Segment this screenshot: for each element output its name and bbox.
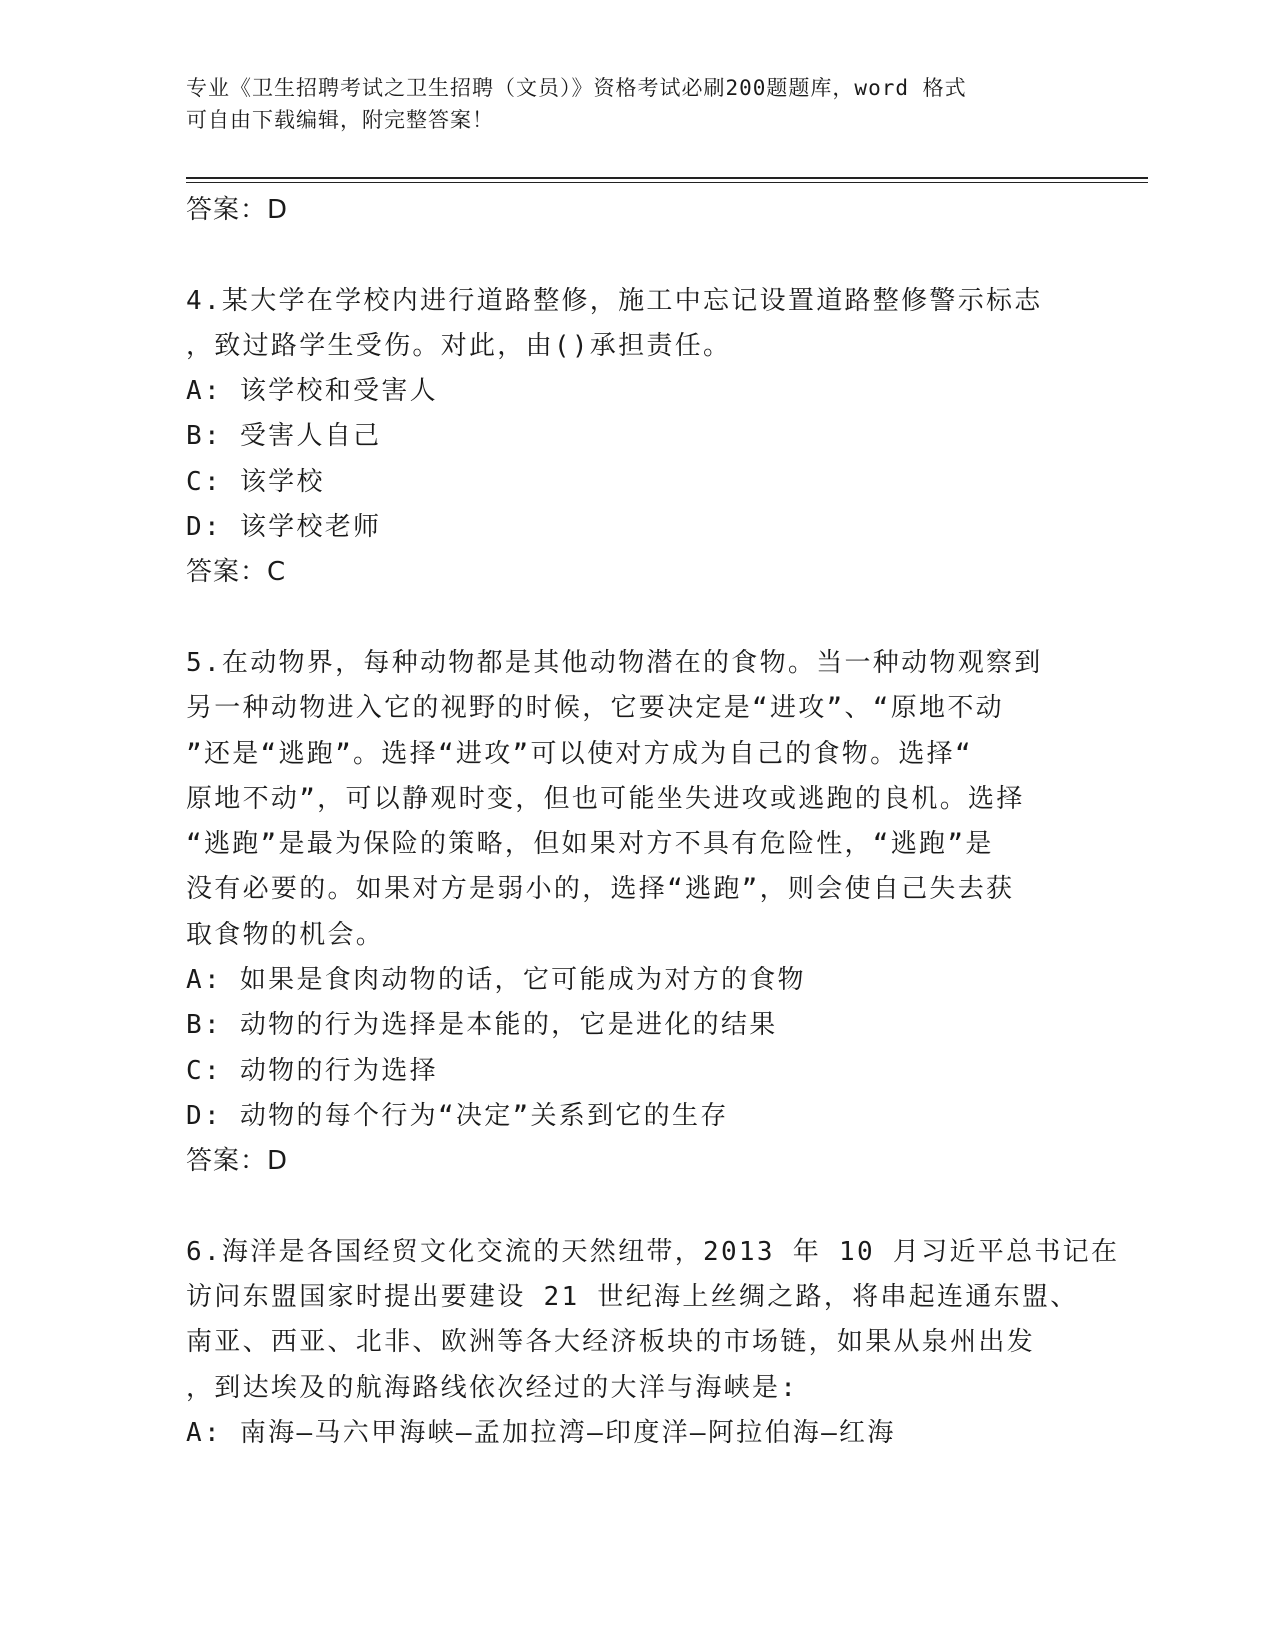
stem-line: “逃跑”是最为保险的策略，但如果对方不具有危险性，“逃跑”是: [186, 829, 994, 860]
stem-line: 4.某大学在学校内进行道路整修，施工中忘记设置道路整修警示标志: [186, 285, 1043, 316]
question-stem: [186, 1230, 1120, 1411]
option-d: D: 动物的每个行为“决定”关系到它的生存: [186, 1100, 729, 1131]
stem-line: 原地不动”，可以静观时变，但也可能坐失进攻或逃跑的良机。选择: [186, 783, 1025, 814]
option-b: B: 受害人自己: [186, 421, 382, 452]
header-line-1: 专业《卫生招聘考试之卫生招聘（文员）》资格考试必刷200题题库，word 格式: [186, 76, 967, 100]
stem-line: 访问东盟国家时提出要建设 21 世纪海上丝绸之路，将串起连通东盟、: [186, 1282, 1079, 1313]
stem-line: 取食物的机会。: [186, 919, 385, 950]
answer-prev: 答案：D: [186, 195, 289, 225]
spacer: [186, 1185, 1086, 1230]
option-d: D: 该学校老师: [186, 512, 382, 543]
question-6: [186, 1230, 1120, 1456]
option-a: A: 该学校和受害人: [186, 376, 438, 407]
header-rule-thin: [186, 182, 1148, 183]
stem-line: 5.在动物界，每种动物都是其他动物潜在的食物。当一种动物观察到: [186, 647, 1043, 678]
answer: 答案：C: [186, 557, 287, 588]
option-b: B: 动物的行为选择是本能的，它是进化的结果: [186, 1010, 778, 1041]
option-c: C: 该学校: [186, 466, 325, 497]
stem-line: 南亚、西亚、北非、欧洲等各大经济板块的市场链，如果从泉州出发: [186, 1327, 1036, 1358]
stem-line: 6.海洋是各国经贸文化交流的天然纽带，2013 年 10 月习近平总书记在: [186, 1236, 1120, 1267]
option-a: A: 南海—马六甲海峡—孟加拉湾—印度洋—阿拉伯海—红海: [186, 1418, 896, 1449]
stem-line: ”还是“逃跑”。选择“进攻”可以使对方成为自己的食物。选择“: [186, 738, 973, 769]
header-rule-thick: [186, 177, 1148, 179]
answer: 答案：D: [186, 1146, 289, 1177]
stem-line: ，到达埃及的航海路线依次经过的大洋与海峡是:: [186, 1372, 799, 1403]
header-line-2: 可自由下载编辑，附完整答案！: [186, 108, 494, 132]
document-header: [186, 72, 1056, 136]
document-body: [186, 188, 1120, 1456]
stem-line: ，致过路学生受伤。对此，由()承担责任。: [186, 330, 732, 361]
question-5: [186, 641, 1086, 1185]
stem-line: 另一种动物进入它的视野的时候，它要决定是“进攻”、“原地不动: [186, 693, 1004, 724]
option-c: C: 动物的行为选择: [186, 1055, 438, 1086]
question-4: [186, 279, 1086, 596]
question-stem: [186, 279, 1086, 370]
option-a: A: 如果是食肉动物的话，它可能成为对方的食物: [186, 965, 806, 996]
question-stem: [186, 641, 1086, 958]
spacer: [186, 233, 1086, 278]
spacer: [186, 596, 1086, 641]
stem-line: 没有必要的。如果对方是弱小的，选择“逃跑”，则会使自己失去获: [186, 874, 1015, 905]
